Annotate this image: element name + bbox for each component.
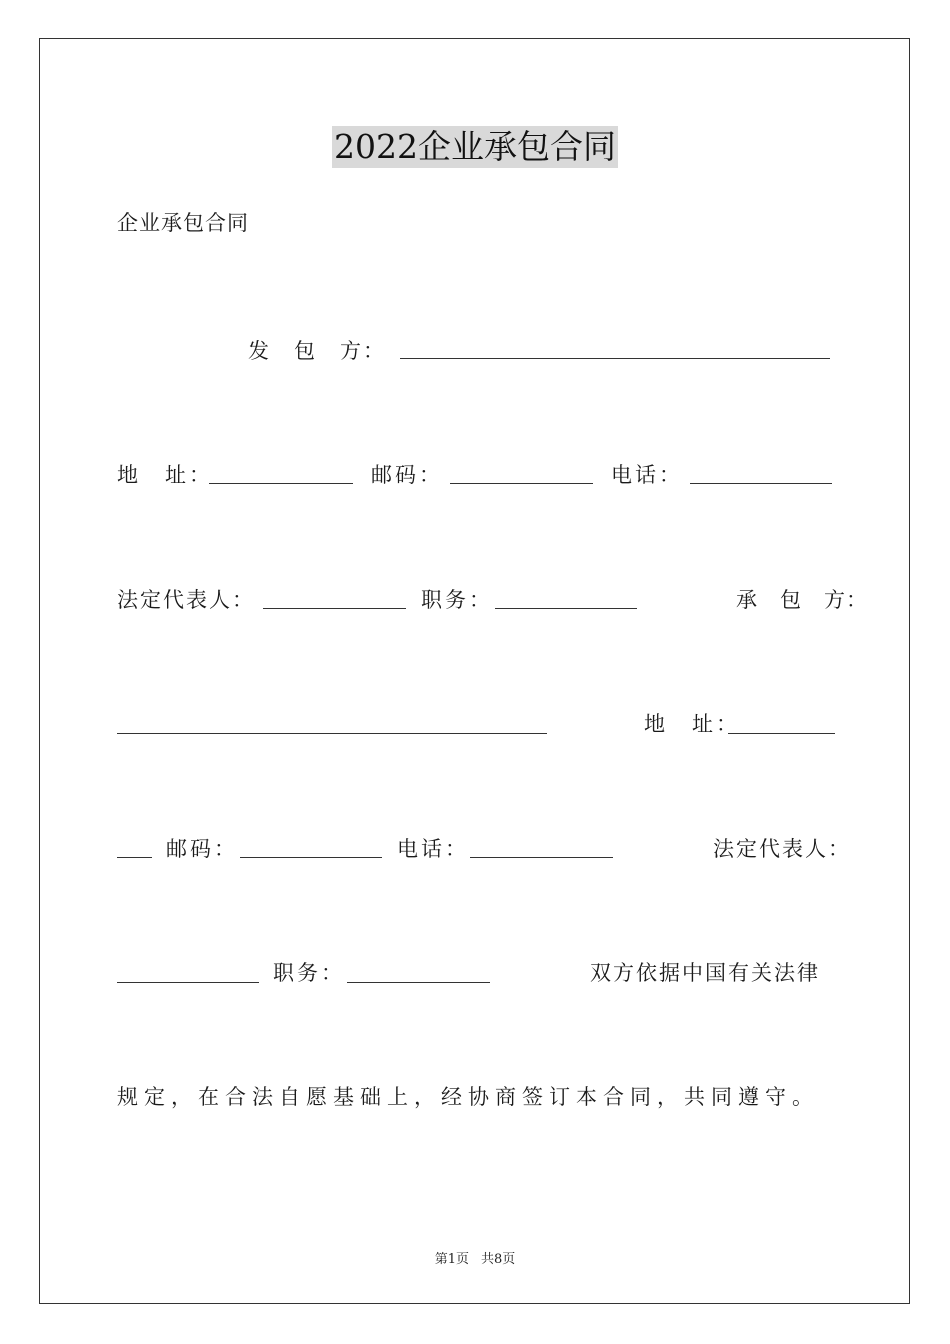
party-a-blank[interactable]	[400, 358, 830, 359]
party-a-label: 发 包 方：	[248, 339, 386, 363]
phone-label-2: 电话：	[397, 837, 469, 861]
party-b-label: 承 包 方：	[736, 588, 868, 612]
document-title-text: 2022企业承包合同	[334, 127, 616, 166]
address-label-2: 地 址：	[644, 712, 740, 736]
document-subtitle: 企业承包合同	[117, 211, 249, 235]
legal-rep-label: 法定代表人：	[117, 588, 255, 612]
position-label: 职务：	[421, 588, 493, 612]
address-label: 地 址：	[117, 463, 213, 487]
address-blank-2b[interactable]	[117, 857, 152, 858]
page-footer	[0, 1248, 950, 1267]
address-blank-2a[interactable]	[728, 733, 835, 734]
document-title	[0, 126, 950, 168]
party-b-blank[interactable]	[117, 733, 547, 734]
phone-label: 电话：	[611, 463, 683, 487]
phone-blank-2[interactable]	[470, 857, 613, 858]
postcode-blank-2[interactable]	[240, 857, 382, 858]
paragraph-start: 双方依据中国有关法律	[590, 961, 820, 985]
position-label-2: 职务：	[273, 961, 345, 985]
postcode-label: 邮码：	[371, 463, 443, 487]
legal-rep-blank-2[interactable]	[117, 982, 259, 983]
legal-rep-blank[interactable]	[263, 608, 406, 609]
address-blank[interactable]	[209, 483, 353, 484]
page-number: 第1页	[434, 1252, 469, 1267]
postcode-blank[interactable]	[450, 483, 593, 484]
position-blank-2[interactable]	[347, 982, 490, 983]
legal-rep-label-2: 法定代表人：	[713, 837, 851, 861]
page-total: 共8页	[481, 1252, 516, 1267]
phone-blank[interactable]	[690, 483, 832, 484]
postcode-label-2: 邮码：	[166, 837, 238, 861]
paragraph-continuation: 规定，在合法自愿基础上，经协商签订本合同，共同遵守。	[117, 1085, 819, 1109]
position-blank[interactable]	[495, 608, 637, 609]
